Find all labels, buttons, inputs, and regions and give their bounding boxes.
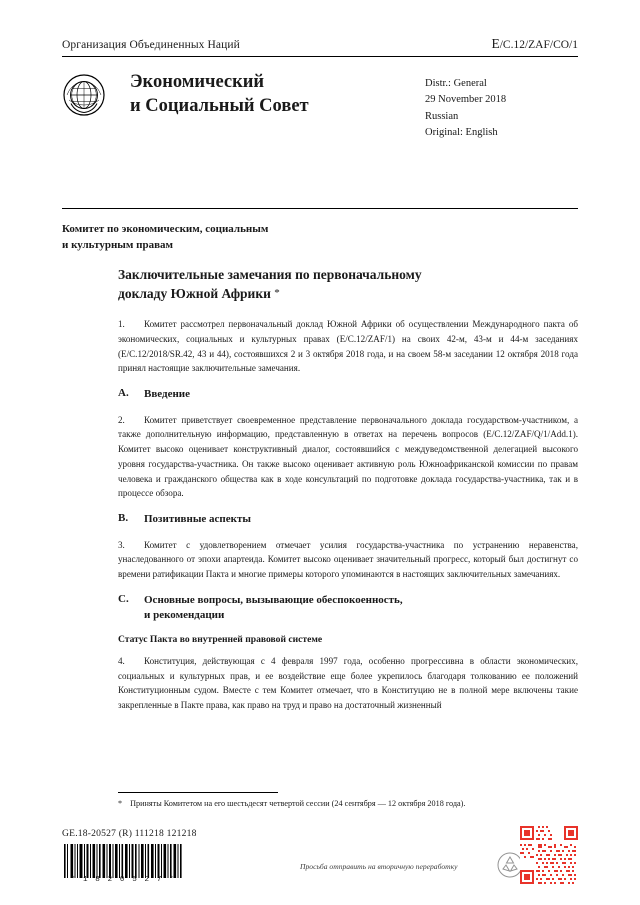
section-title: Позитивные аспекты <box>144 513 251 526</box>
document-body <box>118 266 578 724</box>
paragraph-text: Комитет приветствует своевременное представление первоначального доклада государством-участником, а также дополнительную информацию, представленную в ответах на перечень вопросов (E/C.12/ZAF/Q/1/Add.1). Комитет высоко оценивает конструктивный диалог, состоявшийся с междуведомственной делегацией высокого уровня государства-участника. Он также высоко оценивает активную роль Южноафриканской комиссии по правам человека и гражданского общества как в ходе консультаций по подготовке доклада государства-участника, так и в процессе обзора. <box>118 414 578 499</box>
paragraph <box>118 317 578 376</box>
committee-name <box>62 222 392 254</box>
ge-code: GE.18-20527 (R) 111218 121218 <box>62 828 197 839</box>
masthead-title-line2: и Социальный Совет <box>130 96 309 117</box>
header-divider-top <box>62 56 578 57</box>
subheading: Статус Пакта во внутренней правовой системе <box>118 634 323 646</box>
paragraph-text: Комитет с удовлетворением отмечает усилия государства-участника по устранению неравенства, унаследованного от эпохи апартеида. Комитет высоко оценивает значительный прогресс, который был достигнут со времени ратификации Пакта и многие примеры которого упоминаются в настоящих заключительных замечаниях. <box>118 539 578 580</box>
section-heading-b <box>118 512 578 528</box>
committee-name-line1: Комитет по экономическим, социальным <box>62 223 269 235</box>
paragraph-number: 4. <box>118 656 125 667</box>
paragraph-number: 2. <box>118 414 125 425</box>
page-title-line1: Заключительные замечания по первоначальному <box>118 267 422 282</box>
distr-line: Distr.: General <box>425 78 487 89</box>
distr-original: Original: English <box>425 126 498 138</box>
paragraph <box>118 654 578 713</box>
masthead-title <box>130 70 400 119</box>
page-title-line2: докладу Южной Африки <box>118 285 271 301</box>
document-symbol-prefix: E <box>491 36 500 51</box>
paragraph-text: Комитет рассмотрел первоначальный доклад Южной Африки об осуществлении Международного пакта об экономических, социальных и культурных правах (E/C.12/ZAF/1) на своих 42-м, 43-м и 44-м заседаниях (E/C.12/2018/SR.42, 43 и 44), состоявшихся 2 и 3 октября 2018 года, и на своем 58-м заседании 12 октября 2018 года принял настоящие заключительные замечания. <box>118 319 578 374</box>
page-title <box>118 266 578 303</box>
title-footnote-marker: * <box>274 286 280 299</box>
document-symbol <box>491 36 578 52</box>
section-letter: B. <box>118 512 129 525</box>
section-title-line2: и рекомендации <box>144 609 225 622</box>
organization-name: Организация Объединенных Наций <box>62 39 240 51</box>
footnote-marker: * <box>118 799 123 808</box>
paragraph-text: Конституция, действующая с 4 февраля 1997 года, особенно прогрессивна в области экономических, социальных и культурных прав, и ее воздействие еще более укрепилось благодаря толкованию ее положений Конституционным судом. Вместе с тем Комитет отмечает, что в Конституцию не в полной мере включены такие закрепленные в Пакте права, как право на труд и право на достаточный жизненный <box>118 656 578 711</box>
footnote <box>118 798 538 810</box>
footnote-divider <box>118 792 278 793</box>
distr-language: Russian <box>425 110 459 122</box>
document-symbol-suffix: /C.12/ZAF/CO/1 <box>499 39 578 51</box>
header-divider-bottom <box>62 208 578 209</box>
masthead-title-line1: Экономический <box>130 72 265 92</box>
recycle-label: Просьба отправить на вторичную переработку <box>300 862 458 871</box>
distr-date: 29 November 2018 <box>425 94 507 106</box>
header-top <box>62 36 578 52</box>
distribution-block <box>425 76 585 141</box>
barcode <box>62 844 184 878</box>
section-heading-c <box>118 593 578 624</box>
qr-code <box>520 826 578 884</box>
section-heading-a <box>118 387 578 403</box>
paragraph-number: 1. <box>118 319 125 330</box>
section-letter: C. <box>118 592 129 605</box>
un-emblem <box>63 74 105 116</box>
committee-name-line2: и культурным правам <box>62 238 173 251</box>
section-letter: A. <box>118 387 129 400</box>
paragraph <box>118 538 578 582</box>
footnote-text: Приняты Комитетом на его шестьдесят четвертой сессии (24 сентября — 12 октября 2018 года). <box>130 799 466 808</box>
section-title: Введение <box>144 388 191 401</box>
section-title <box>144 593 403 624</box>
section-title-line1: Основные вопросы, вызывающие обеспокоенность, <box>144 593 403 606</box>
barcode-digits: * 1 8 2 0 5 2 7 * <box>70 876 176 884</box>
paragraph <box>118 413 578 501</box>
paragraph-number: 3. <box>118 539 125 550</box>
